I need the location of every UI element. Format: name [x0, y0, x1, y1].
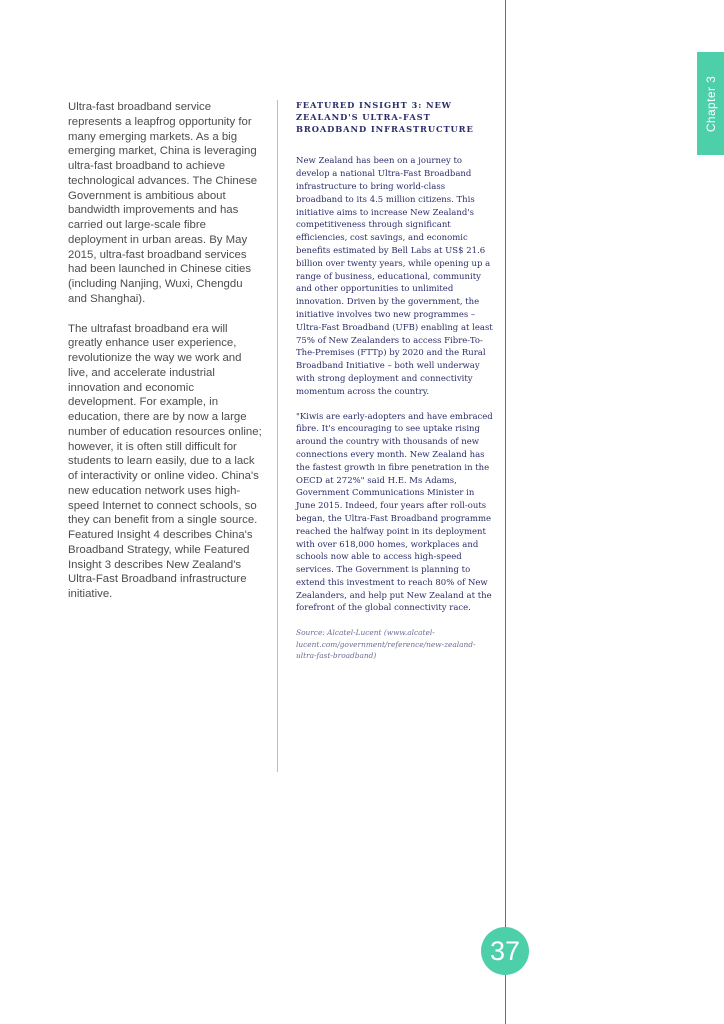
main-paragraph-1: Ultra-fast broadband service represents a leapfrog opportunity for many emerging markets. As a big emerging market, China is leveraging ultra-fast broadband to achieve technological advances. The Chinese Government is ambitious about bandwidth improvements and has carried out large-scale fibre deployment in urban areas. By May 2015, ultra-fast broadband services had been launched in Chinese cities (including Nanjing, Wuxi, Chengdu and Shanghai).	[68, 101, 258, 305]
insight-paragraph-1: New Zealand has been on a journey to develop a national Ultra-Fast Broadband infrastructure to bring world-class broadband to its 4.5 million citizens. This initiative aims to increase New Zealand's competitiveness through significant efficiencies, cost savings, and economic benefits estimated by Bell Labs at US$ 21.6 billion over twenty years, while opening up a range of business, educational, community and other opportunities to unlimited innovation. Driven by the government, the initiative involves two new programmes – Ultra-Fast Broadband (UFB) enabling at least 75% of New Zealanders to access Fibre-To-The-Premises (FTTp) by 2020 and the Rural Broadband Initiative – both well underway with strong deployment and connectivity momentum across the country.	[296, 156, 493, 397]
main-paragraph-2: The ultrafast broadband era will greatly enhance user experience, revolutionize the way we work and live, and accelerate industrial innovation and economic development. For example, in education, there are by now a large number of education resources online; however, it is often still difficult for students to learn easily, due to a lack of interactivity or online video. China's new education network uses high-speed Internet to connect schools, so they can benefit from a single source. Featured Insight 4 describes China's Broadband Strategy, while Featured Insight 3 describes New Zealand's Ultra-Fast Broadband infrastructure initiative.	[68, 322, 262, 600]
chapter-label: Chapter 3	[703, 75, 718, 132]
featured-insight-box	[277, 100, 493, 772]
main-text-column	[68, 100, 264, 617]
chapter-tab	[697, 52, 724, 155]
page-number-badge	[481, 927, 529, 975]
featured-insight-title: FEATURED INSIGHT 3: NEW ZEALAND'S ULTRA-FAST BROADBAND INFRASTRUCTURE	[296, 100, 474, 134]
page-divider-line	[505, 0, 506, 1024]
insight-source-note: Source: Alcatel-Lucent (www.alcatel-lucent.com/government/reference/new-zealand-ultra-fast-broadband)	[296, 628, 476, 661]
page-number: 37	[489, 935, 521, 966]
insight-paragraph-2: "Kiwis are early-adopters and have embraced fibre. It's encouraging to see uptake rising around the country with thousands of new connections every month. New Zealand has the fastest growth in fibre penetration in the OECD at 272%" said H.E. Ms Adams, Government Communications Minister in June 2015. Indeed, four years after roll-outs began, the Ultra-Fast Broadband programme reached the halfway point in its deployment with over 618,000 homes, workplaces and schools now able to access high-speed services. The Government is planning to extend this investment to reach 80% of New Zealanders, and help put New Zealand at the forefront of the global connectivity race.	[296, 411, 493, 614]
